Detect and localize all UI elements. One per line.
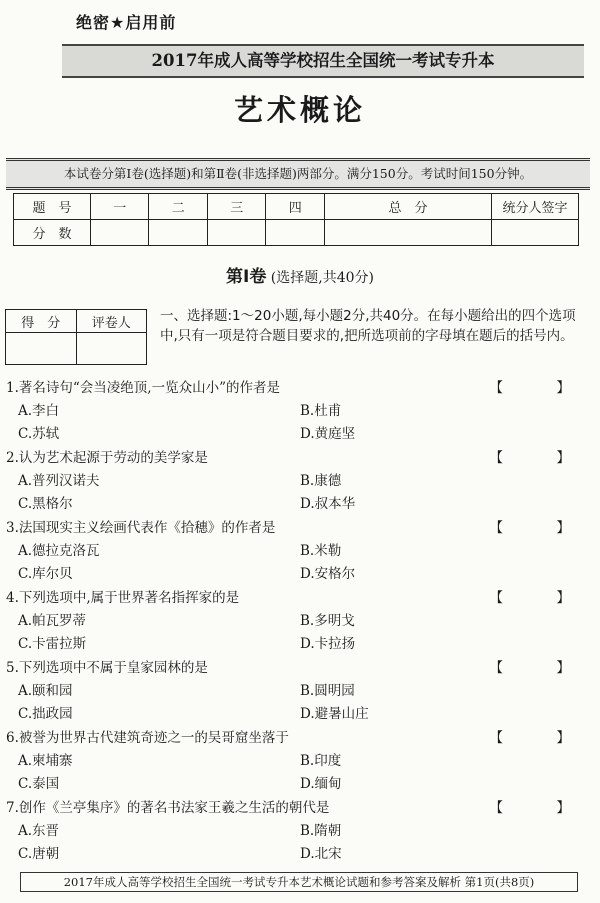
answer-option: A.普列汉诺夫 <box>18 473 100 489</box>
question-text: 2.认为艺术起源于劳动的美学家是 <box>6 450 208 466</box>
answer-option: C.苏轼 <box>18 426 60 442</box>
answer-option: B.康德 <box>300 473 342 489</box>
question-stem <box>6 656 596 676</box>
score-cell[interactable] <box>324 220 491 246</box>
exam-notice: 本试卷分第Ⅰ卷(选择题)和第Ⅱ卷(非选择题)两部分。满分150分。考试时间150分钟。 <box>6 158 590 190</box>
answer-option: D.卡拉扬 <box>300 636 356 652</box>
answer-option: A.柬埔寨 <box>18 753 73 769</box>
answer-option: A.帕瓦罗蒂 <box>18 613 87 629</box>
answer-option: A.颐和园 <box>18 683 73 699</box>
answer-option: C.库尔贝 <box>18 566 73 582</box>
answer-option: C.泰国 <box>18 776 60 792</box>
answer-option: B.多明戈 <box>300 613 355 629</box>
answer-option: B.圆明园 <box>300 683 355 699</box>
footer-text: 2017年成人高等学校招生全国统一考试专升本艺术概论试题和参考答案及解析 <box>63 875 461 889</box>
score-table-header: 四 <box>266 194 324 220</box>
question-stem <box>6 796 596 816</box>
confidential-label: 绝密★启用前 <box>76 13 177 32</box>
subject-title: 艺术概论 <box>233 93 366 127</box>
answer-option: A.李白 <box>18 403 60 419</box>
question-stem <box>6 726 596 746</box>
page-footer <box>20 872 578 892</box>
question-stem <box>6 586 596 606</box>
answer-option: B.隋朝 <box>300 823 342 839</box>
question-text: 5.下列选项中不属于皇家园林的是 <box>6 660 208 676</box>
answer-bracket[interactable]: 【 】 <box>489 590 590 606</box>
score-table <box>13 193 579 246</box>
score-row-label: 分 数 <box>14 220 91 246</box>
answer-option: B.印度 <box>300 753 342 769</box>
grader-label: 评卷人 <box>76 310 147 333</box>
answer-option: D.缅甸 <box>300 776 342 792</box>
question-stem <box>6 516 596 536</box>
answer-option: D.叔本华 <box>300 496 356 512</box>
question-stem <box>6 446 596 466</box>
answer-option: C.卡雷拉斯 <box>18 636 87 652</box>
answer-option: B.杜甫 <box>300 403 342 419</box>
score-table-header: 总 分 <box>324 194 491 220</box>
part-title-main: 第Ⅰ卷 <box>226 267 267 287</box>
answer-option: B.米勒 <box>300 543 342 559</box>
score-table-header: 三 <box>207 194 265 220</box>
part-title-sub: (选择题,共40分) <box>270 270 374 286</box>
grader-sign-cell[interactable] <box>76 333 147 365</box>
question-text: 7.创作《兰亭集序》的著名书法家王羲之生活的朝代是 <box>6 800 330 816</box>
answer-option: D.安格尔 <box>300 566 356 582</box>
answer-option: C.拙政园 <box>18 706 73 722</box>
answer-option: D.黄庭坚 <box>300 426 356 442</box>
grader-table <box>5 309 147 365</box>
score-table-score-row <box>14 220 579 246</box>
score-cell[interactable] <box>207 220 265 246</box>
score-table-header: 统分人签字 <box>492 194 579 220</box>
score-table-header: 二 <box>149 194 207 220</box>
question-text: 6.被誉为世界古代建筑奇迹之一的吴哥窟坐落于 <box>6 730 289 746</box>
score-cell[interactable] <box>266 220 324 246</box>
score-table-header: 题 号 <box>14 194 91 220</box>
answer-bracket[interactable]: 【 】 <box>489 450 590 466</box>
answer-option: A.东晋 <box>18 823 60 839</box>
grader-score-cell[interactable] <box>6 333 77 365</box>
question-text: 1.著名诗句“会当凌绝顶,一览众山小”的作者是 <box>6 380 280 396</box>
score-cell[interactable] <box>149 220 207 246</box>
question-text: 3.法国现实主义绘画代表作《拾穗》的作者是 <box>6 520 276 536</box>
answer-option: A.德拉克洛瓦 <box>18 543 100 559</box>
answer-option: C.唐朝 <box>18 846 60 862</box>
score-table-header: 一 <box>91 194 149 220</box>
answer-bracket[interactable]: 【 】 <box>489 520 590 536</box>
answer-bracket[interactable]: 【 】 <box>489 800 590 816</box>
score-cell[interactable] <box>91 220 149 246</box>
answer-bracket[interactable]: 【 】 <box>489 660 590 676</box>
section-instructions: 一、选择题:1～20小题,每小题2分,共40分。在每小题给出的四个选项中,只有一项是符合题目要求的,把所选项前的字母填在题后的括号内。 <box>160 308 576 344</box>
answer-option: D.北宋 <box>300 846 342 862</box>
grader-score-label: 得 分 <box>6 310 77 333</box>
page-number: 第1页(共8页) <box>464 875 535 889</box>
question-stem <box>6 376 596 396</box>
part-title <box>0 262 600 287</box>
score-table-header-row <box>14 194 579 220</box>
question-text: 4.下列选项中,属于世界著名指挥家的是 <box>6 590 240 606</box>
answer-option: D.避暑山庄 <box>300 706 369 722</box>
score-cell[interactable] <box>492 220 579 246</box>
answer-bracket[interactable]: 【 】 <box>489 730 590 746</box>
exam-title-banner: 2017年成人高等学校招生全国统一考试专升本 <box>62 44 584 78</box>
answer-option: C.黑格尔 <box>18 496 73 512</box>
answer-bracket[interactable]: 【 】 <box>489 380 590 396</box>
